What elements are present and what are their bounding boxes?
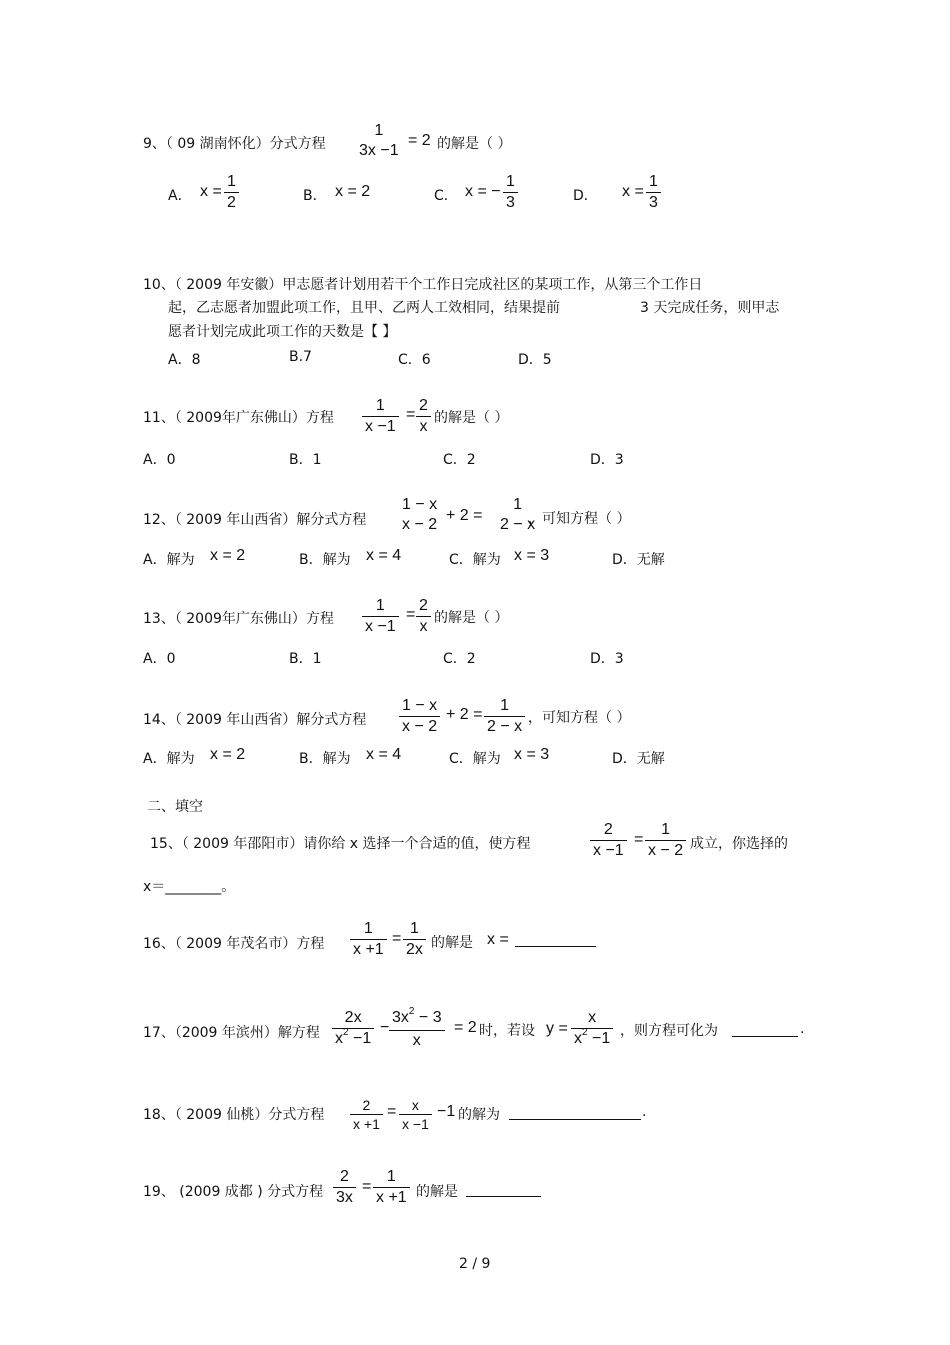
q14-option-b-math: x = 4: [366, 746, 402, 763]
q9-option-c-label: C．: [434, 188, 458, 204]
q18-end: .: [642, 1104, 647, 1120]
q11-frac2-num: 2: [419, 397, 428, 414]
q9-option-d-frac: [646, 172, 661, 213]
q12-suffix: ，可知方程（ ）: [528, 511, 631, 527]
q14-option-d-label: D．无解: [612, 751, 665, 767]
q18-frac2-den: x −1: [399, 1114, 432, 1133]
q18-fraction-1: [350, 1096, 383, 1133]
q11-suffix: 的解是（ ）: [434, 410, 509, 426]
q13-option-b: B．1: [289, 651, 322, 667]
q13-frac2-num: 2: [419, 597, 428, 614]
q14-fraction-2: [484, 696, 525, 737]
q11-option-c: C．2: [443, 452, 476, 468]
q15-equals: =: [634, 831, 644, 848]
q19-answer-blank[interactable]: [466, 1196, 541, 1197]
q18-fraction-2: [399, 1096, 432, 1133]
q17-frac3-den: [571, 1028, 613, 1051]
q16-frac1-num: 1: [363, 920, 373, 937]
q15-frac1-den: x −1: [590, 840, 627, 861]
q17-mid: 时，若设: [479, 1023, 535, 1039]
q12-frac2-num: 1: [513, 496, 523, 513]
q9-prefix: 9、（ 09 湖南怀化）分式方程: [143, 136, 326, 152]
q18-answer-blank[interactable]: [509, 1119, 641, 1120]
q14-option-c-label: C．解为: [449, 751, 501, 767]
q18-frac1-den: x +1: [350, 1114, 383, 1133]
q16-prefix: 16、（ 2009 年茂名市）方程: [143, 936, 325, 952]
q16-fraction-2: [403, 919, 426, 960]
q9-option-a-frac: [224, 172, 239, 213]
q18-equals: =: [387, 1103, 397, 1120]
q17-frac2-num-base: 3x: [392, 1009, 409, 1026]
q11-fraction-1: [362, 396, 399, 437]
q14-frac2-den: 2 − x: [484, 716, 525, 737]
q9-rhs: = 2: [408, 132, 431, 149]
q15-fraction-2: [645, 820, 686, 861]
q11-equals: =: [406, 406, 416, 423]
q9-option-a-lhs: x =: [200, 183, 222, 200]
q14-frac2-num: 1: [500, 697, 510, 714]
q17-frac2-num: [389, 1008, 445, 1030]
q13-frac2-den: x: [416, 616, 431, 637]
q13-suffix: 的解是（ ）: [434, 610, 509, 626]
q10-option-b: B.7: [289, 349, 312, 365]
q11-option-b: B．1: [289, 452, 322, 468]
q13-fraction-1: [362, 596, 399, 637]
q14-prefix: 14、（ 2009 年山西省）解分式方程: [143, 712, 367, 728]
q12-option-a-math: x = 2: [210, 547, 246, 564]
q13-prefix: 13、（ 2009年广东佛山）方程: [143, 611, 334, 627]
q14-option-c-math: x = 3: [514, 746, 550, 763]
q12-fraction-1: [399, 495, 440, 535]
q10-line-3: 愿者计划完成此项工作的天数是【 】: [168, 324, 397, 340]
q15-frac2-den: x − 2: [645, 840, 686, 861]
q9-frac-den: 3x −1: [359, 142, 399, 159]
q11-prefix: 11、（ 2009年广东佛山）方程: [143, 410, 334, 426]
q10-option-c: C．6: [398, 352, 431, 368]
q12-frac1-num: 1 − x: [402, 496, 438, 513]
q17-frac1-num: 2x: [344, 1009, 362, 1026]
q17-fraction-1: [332, 1008, 374, 1051]
q14-suffix: ，可知方程（ ）: [528, 710, 631, 726]
q16-frac1-den: x +1: [350, 939, 387, 960]
q17-prefix: 17、（2009 年滨州）解方程: [143, 1025, 320, 1041]
q13-option-c: C．2: [443, 651, 476, 667]
q12-option-c-label: C．解为: [449, 552, 501, 568]
q19-prefix: 19、 (2009 成都 ) 分式方程: [143, 1184, 324, 1200]
q18-frac1-num: 2: [362, 1097, 371, 1113]
q19-frac2-den: x +1: [373, 1187, 410, 1208]
q9-option-d-lhs: x =: [622, 183, 644, 200]
q12-prefix: 12、（ 2009 年山西省）解分式方程: [143, 512, 367, 528]
q17-frac1-den: [332, 1028, 374, 1051]
q9-option-d-den: 3: [646, 192, 661, 213]
q15-frac1-num: 2: [603, 821, 613, 838]
q9-option-c-num: 1: [506, 173, 515, 190]
q9-option-b-label: B．: [303, 188, 327, 204]
q13-equals: =: [406, 606, 416, 623]
q11-fraction-2: [416, 396, 431, 437]
q19-frac1-den: 3x: [333, 1187, 356, 1208]
q15-prefix: 15、（ 2009 年邵阳市）请你给 x 选择一个合适的值，使方程: [150, 836, 531, 852]
q17-frac3-den-rest: −1: [587, 1030, 611, 1047]
q13-option-a: A．0: [143, 651, 176, 667]
q13-frac1-num: 1: [375, 597, 385, 614]
q9-option-a-label: A．: [168, 188, 192, 204]
q17-minus: −: [380, 1019, 390, 1036]
page-number: 2 / 9: [459, 1256, 491, 1272]
q14-frac1-den: x − 2: [399, 716, 440, 737]
q19-equals: =: [362, 1178, 372, 1195]
q9-option-c-den: 3: [503, 192, 518, 213]
q19-frac1-num: 2: [340, 1168, 349, 1185]
q17-rhs: = 2: [454, 1019, 477, 1036]
q9-frac-num: 1: [374, 122, 384, 139]
q13-frac1-den: x −1: [362, 616, 399, 637]
q17-end: .: [800, 1021, 805, 1037]
q10-option-a: A．8: [168, 352, 201, 368]
q12-plus-two: + 2 =: [446, 507, 483, 524]
q15-fraction-1: [590, 820, 627, 861]
q15-line-2: x＝________。: [143, 879, 236, 895]
q16-answer-lhs: x =: [487, 931, 509, 948]
q12-frac2-den: 2 − x: [500, 516, 536, 533]
q9-option-d-num: 1: [649, 173, 658, 190]
q14-plus-two: + 2 =: [446, 706, 483, 723]
q13-option-d: D．3: [590, 651, 624, 667]
q16-fraction-1: [350, 919, 387, 960]
q14-option-b-label: B．解为: [299, 751, 351, 767]
q17-frac3-den-base: x: [574, 1030, 582, 1047]
q14-option-a-label: A．解为: [143, 751, 195, 767]
q9-suffix: 的解是（ ）: [437, 136, 512, 152]
q14-fraction-1: [399, 696, 440, 737]
q13-fraction-2: [416, 596, 431, 637]
q9-option-c-lhs: x = −: [465, 183, 501, 200]
q19-suffix: 的解是: [416, 1184, 458, 1200]
q17-frac2-num-exp: 2: [408, 1006, 415, 1017]
q10-line-2a: 起，乙志愿者加盟此项工作，且甲、乙两人工效相同，结果提前: [168, 300, 560, 316]
q12-frac1-den: x − 2: [402, 516, 438, 533]
q17-suffix: ，则方程可化为: [620, 1023, 718, 1039]
q9-option-b-text: x = 2: [335, 183, 371, 200]
q10-option-d: D．5: [518, 352, 552, 368]
q12-option-d-label: D．无解: [612, 552, 665, 568]
q18-minus-one: −1: [437, 1103, 456, 1120]
q17-frac1-den-base: x: [335, 1030, 343, 1047]
q17-frac3-den-exp: 2: [582, 1027, 588, 1038]
q14-frac1-num: 1 − x: [402, 697, 438, 714]
q19-frac2-num: 1: [386, 1168, 396, 1185]
q10-line-1: 10、（ 2009 年安徽）甲志愿者计划用若干个工作日完成社区的某项工作，从第三个工作日: [143, 277, 703, 293]
q17-frac3-num: x: [588, 1009, 597, 1026]
q11-frac1-num: 1: [375, 397, 385, 414]
q12-option-a-label: A．解为: [143, 552, 195, 568]
q11-option-a: A．0: [143, 452, 176, 468]
q12-option-b-math: x = 4: [366, 547, 402, 564]
q17-frac1-den-exp: 2: [343, 1027, 349, 1038]
q17-fraction-3: [571, 1008, 613, 1051]
q11-frac2-den: x: [416, 416, 431, 437]
q15-suffix: 成立，你选择的: [690, 836, 788, 852]
q17-frac2-den: x: [389, 1030, 445, 1051]
q16-frac2-num: 1: [410, 920, 419, 937]
q10-line-2b: 3 天完成任务，则甲志: [640, 300, 780, 316]
q19-fraction-2: [373, 1167, 410, 1208]
q11-option-d: D．3: [590, 452, 624, 468]
q16-suffix: 的解是: [431, 935, 473, 951]
q17-answer-blank[interactable]: [732, 1036, 798, 1037]
q9-option-c-frac: [503, 172, 518, 213]
q9-option-d-label: D．: [573, 188, 598, 204]
q18-frac2-num: x: [411, 1097, 419, 1113]
q9-option-a-num: 1: [227, 173, 236, 190]
q16-answer-blank[interactable]: [515, 946, 596, 947]
q19-fraction-1: [333, 1167, 356, 1208]
q12-option-b-label: B．解为: [299, 552, 351, 568]
q16-equals: =: [392, 930, 402, 947]
q11-frac1-den: x −1: [362, 416, 399, 437]
q18-prefix: 18、（ 2009 仙桃）分式方程: [143, 1107, 325, 1123]
q17-y-equals: y =: [546, 1020, 568, 1037]
q17-frac1-den-rest: −1: [348, 1030, 372, 1047]
q12-option-c-math: x = 3: [514, 547, 550, 564]
q14-option-a-math: x = 2: [210, 746, 246, 763]
q17-frac2-num-rest: − 3: [414, 1009, 442, 1026]
q17-fraction-2: [389, 1008, 445, 1051]
q9-fraction: [356, 121, 402, 161]
q18-suffix: 的解为: [458, 1107, 500, 1123]
section-heading-fill-in: 二、填空: [147, 799, 203, 815]
q9-option-a-den: 2: [224, 192, 239, 213]
q16-frac2-den: 2x: [403, 939, 426, 960]
q15-frac2-num: 1: [661, 821, 671, 838]
